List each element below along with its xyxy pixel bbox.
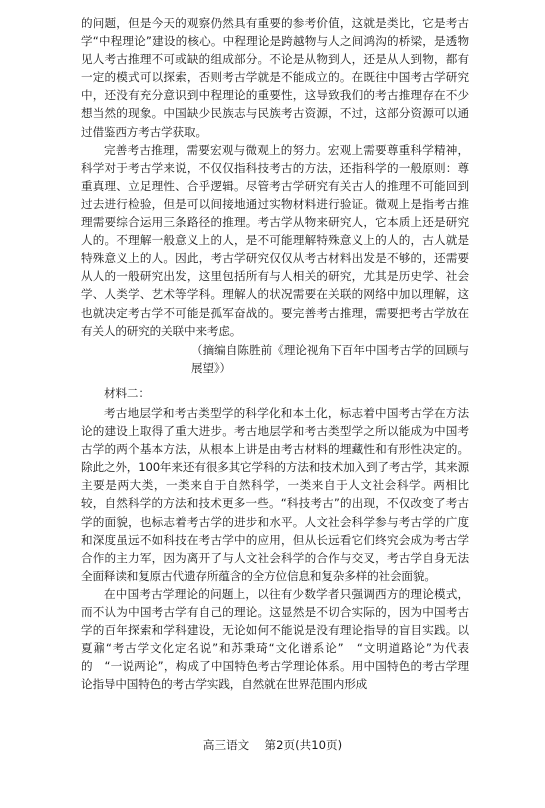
material2-paragraph-2: 在中国考古学理论的问题上，以往有少数学者只强调西方的理论模式，而不认为中国考古学有自己的理论。这显然是不切合实际的，因为中国考古学的百年探索和学科建设，无论如何不能说是没有理论指导的盲目实践。以夏鼐“考古学文化定名说”和苏秉琦“文化谱系论” “文明道路论”为代表的 “一说两论”，构成了中国特色考古学理论体系。用中国特色的考古学理论指导中国特色的考古学实践，自然就在世界范围内形成 (81, 586, 469, 692)
material2-label: 材料二： (104, 385, 150, 400)
passage1-continuation-paragraph: 的问题，但是今天的观察仍然具有重要的参考价值，这就是类比，它是考古学“中程理论”建设的核心。中程理论是跨越物与人之间鸿沟的桥梁，是透物见人考古推理不可或缺的组成部分。不论是从物到人，还是从人到物，都有一定的模式可以探索，否则考古学就是不能成立的。在既往中国考古学研究中，还没有充分意识到中程理论的重要性，这导致我们的考古推理存在不少想当然的现象。中国缺少民族志与民族考古资源，不过，这部分资源可以通过借鉴西方考古学获取。 (81, 16, 469, 139)
passage1-source-citation: （摘编自陈胜前《理论视角下百年中国考古学的回顾与展望》） (191, 342, 469, 375)
material2-paragraph-1: 考古地层学和考古类型学的科学化和本土化，标志着中国考古学在方法论的建设上取得了重大进步。考古地层学和考古类型学之所以能成为中国考古学的两个基本方法，从根本上讲是由考古材料的埋藏性和有形性决定的。除此之外，100年来还有很多其它学科的方法和技术加入到了考古学，其来源主要是两大类，一类来自于自然科学，一类来自于人文社会科学。两相比较，自然科学的方法和技术更多一些。“科技考古”的出现，不仅改变了考古学的面貌，也标志着考古学的进步和水平。人文社会科学参与考古学的广度和深度虽远不如科技在考古学中的应用，但从长远看它们终究会成为考古学合作的主力军，因为离开了与人文社会科学的合作与交叉，考古学自身无法全面释读和复原古代遗存所蕴含的全方位信息和复杂多样的社会面貌。 (81, 405, 469, 583)
passage1-paragraph-2: 完善考古推理，需要宏观与微观上的努力。宏观上需要尊重科学精神，科学对于考古学来说，不仅仅指科技考古的方法，还指科学的一般原则：尊重真理、立足理性、合乎逻辑。尽管考古学研究有关古人的推理不可能回到过去进行检验，但是可以间接地通过实物材料进行验证。微观上是指考古推理需要综合运用三条路径的推理。考古学从物来研究人，它本质上还是研究人的。不理解一般意义上的人，是不可能理解特殊意义上的人的，古人就是特殊意义上的人。因此，考古学研究仅仅从考古材料出发是不够的，还需要从人的一般研究出发，这里包括所有与人相关的研究，尤其是历史学、社会学、人类学、艺术等学科。理解人的状况需要在关联的网络中加以理解，这也就决定考古学不可能是孤军奋战的。要完善考古推理，需要把考古学放在有关人的研究的关联中来考虑。 (81, 142, 469, 338)
page-footer: 高三语文 第2页(共10页) (202, 738, 343, 752)
passage-body (81, 14, 469, 693)
